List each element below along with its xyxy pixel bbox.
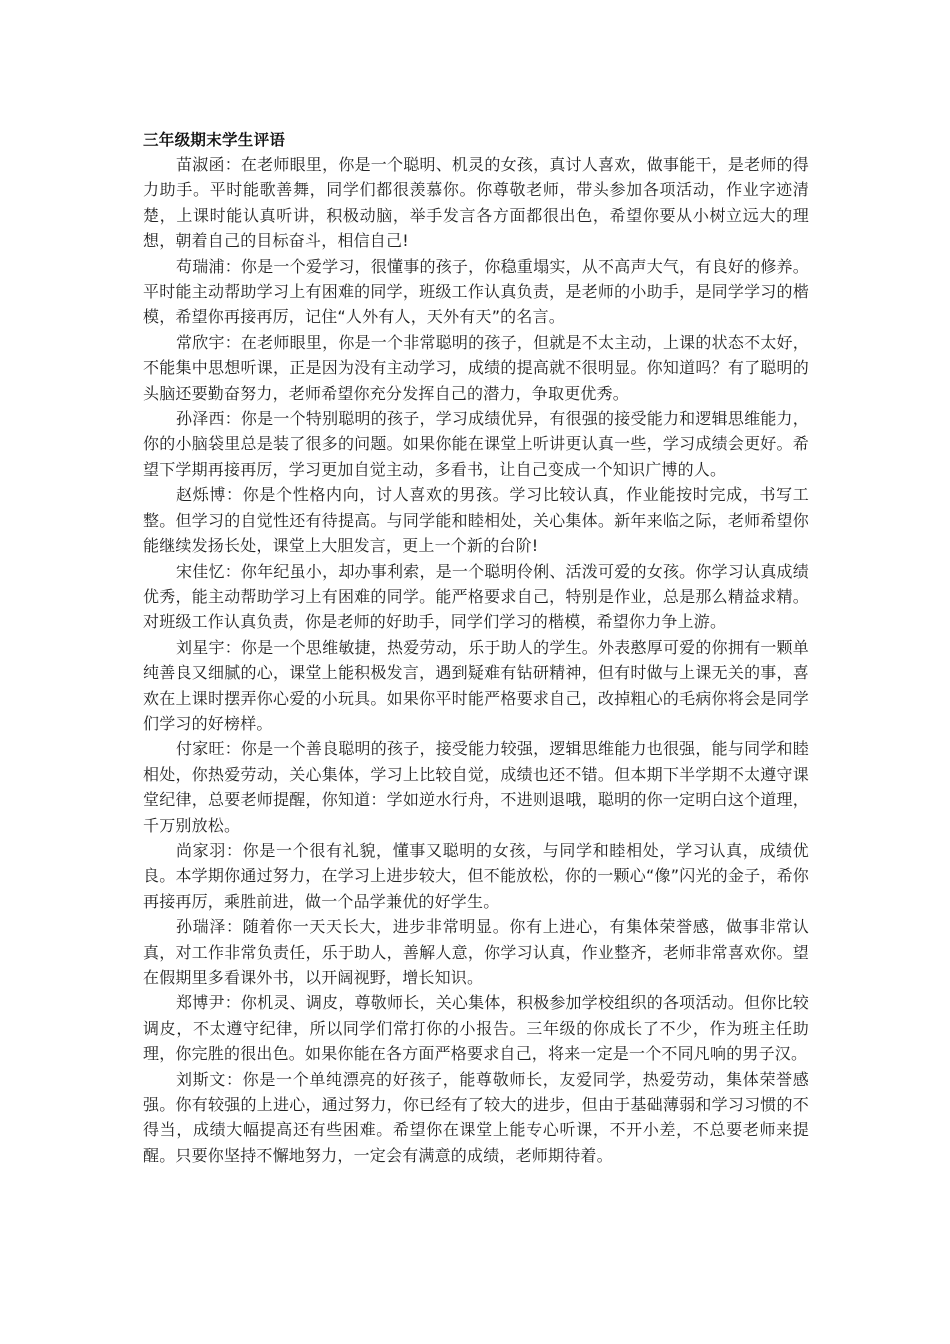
comment-paragraph: 孙泽西：你是一个特别聪明的孩子，学习成绩优异，有很强的接受能力和逻辑思维能力，你的小脑袋里总是装了很多的问题。如果你能在课堂上听讲更认真一些，学习成绩会更好。希望下学期再接再厉，学习更加自觉主动，多看书，让自己变成一个知识广博的人。	[143, 409, 809, 479]
comment-paragraph: 付家旺：你是一个善良聪明的孩子，接受能力较强，逻辑思维能力也很强，能与同学和睦相处，你热爱劳动，关心集体，学习上比较自觉，成绩也还不错。但本期下半学期不太遵守课堂纪律，总要老师提醒，你知道：学如逆水行舟，不进则退哦，聪明的你一定明白这个道理，千万别放松。	[143, 739, 809, 835]
comment-paragraph: 郑博尹：你机灵、调皮，尊敬师长，关心集体，积极参加学校组织的各项活动。但你比较调皮，不太遵守纪律，所以同学们常打你的小报告。三年级的你成长了不少，作为班主任助理，你完胜的很出色。如果你能在各方面严格要求自己，将来一定是一个不同凡响的男子汉。	[143, 993, 809, 1064]
comment-paragraph: 宋佳忆：你年纪虽小，却办事利索，是一个聪明伶俐、活泼可爱的女孩。你学习认真成绩优秀，能主动帮助学习上有困难的同学。能严格要求自己，特别是作业，总是那么精益求精。对班级工作认真负责，你是老师的好助手，同学们学习的楷模，希望你力争上游。	[143, 561, 809, 632]
document-title: 三年级期末学生评语	[143, 131, 286, 149]
comment-paragraph: 刘星宇：你是一个思维敏捷，热爱劳动，乐于助人的学生。外表憨厚可爱的你拥有一颗单纯善良又细腻的心，课堂上能积极发言，遇到疑难有钻研精神，但有时做与上课无关的事，喜欢在上课时摆弄你心爱的小玩具。如果你平时能严格要求自己，改掉粗心的毛病你将会是同学们学习的好榜样。	[143, 637, 809, 733]
comment-paragraph: 尚家羽：你是一个很有礼貌，懂事又聪明的女孩，与同学和睦相处，学习认真，成绩优良。本学期你通过努力，在学习上进步较大，但不能放松，你的一颗心“像”闪光的金子，希你再接再厉，乘胜前进，做一个品学兼优的好学生。	[143, 840, 809, 911]
comment-paragraph: 苗淑函：在老师眼里，你是一个聪明、机灵的女孩，真讨人喜欢，做事能干，是老师的得力助手。平时能歌善舞，同学们都很羡慕你。你尊敬老师，带头参加各项活动，作业字迹清楚，上课时能认真听讲，积极动脑，举手发言各方面都很出色，希望你要从小树立远大的理想，朝着自己的目标奋斗，相信自己!	[143, 155, 809, 251]
comment-paragraph: 赵烁博：你是个性格内向，讨人喜欢的男孩。学习比较认真，作业能按时完成，书写工整。但学习的自觉性还有待提高。与同学能和睦相处，关心集体。新年来临之际，老师希望你能继续发扬长处，课堂上大胆发言，更上一个新的台阶!	[143, 485, 809, 556]
document-page	[143, 128, 809, 1168]
comment-paragraph: 常欣宇：在老师眼里，你是一个非常聪明的孩子，但就是不太主动，上课的状态不太好，不能集中思想听课，正是因为没有主动学习，成绩的提高就不很明显。你知道吗？有了聪明的头脑还要勤奋努力，老师希望你充分发挥自己的潜力，争取更优秀。	[143, 332, 809, 403]
comment-paragraph: 孙瑞泽：随着你一天天长大，进步非常明显。你有上进心，有集体荣誉感，做事非常认真，对工作非常负责任，乐于助人，善解人意，你学习认真，作业整齐，老师非常喜欢你。望在假期里多看课外书，以开阔视野，增长知识。	[143, 917, 809, 987]
comment-paragraph: 苟瑞浦：你是一个爱学习，很懂事的孩子，你稳重塌实，从不高声大气，有良好的修养。平时能主动帮助学习上有困难的同学，班级工作认真负责，是老师的小助手，是同学学习的楷模，希望你再接再厉，记住“人外有人，天外有天”的名言。	[143, 256, 809, 327]
comment-paragraph: 刘斯文：你是一个单纯漂亮的好孩子，能尊敬师长，友爱同学，热爱劳动，集体荣誉感强。你有较强的上进心，通过努力，你已经有了较大的进步，但由于基础薄弱和学习习惯的不得当，成绩大幅提高还有些困难。希望你在课堂上能专心听课，不开小差，不总要老师来提醒。只要你坚持不懈地努力，一定会有满意的成绩，老师期待着。	[143, 1069, 809, 1165]
